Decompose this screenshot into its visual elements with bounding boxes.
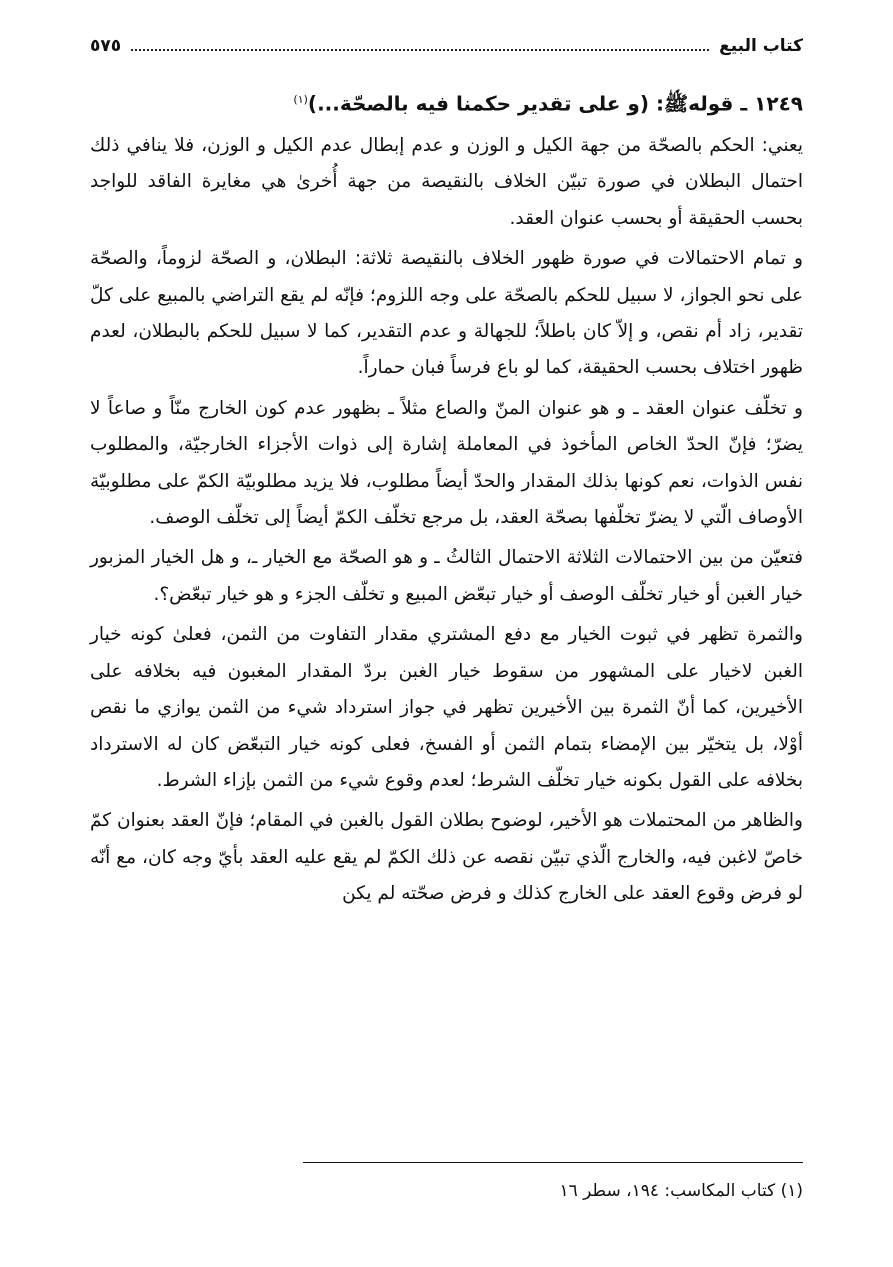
- paragraph: و تخلّف عنوان العقد ـ و هو عنوان المنّ والصاع مثلاً ـ بظهور عدم كون الخارج منّاً و صاعاً لا يضرّ؛ فإنّ الحدّ الخاص المأخوذ في المعاملة إشارة إلى ذوات الأجزاء الخارجيّة، والمطلوب نفس الذوات، نعم كونها بذلك المقدار والحدّ أيضاً مطلوب، فلا يزيد مطلوبيّة الكمّ على مطلوبيّة الأوصاف الّتي لا يضرّ تخلّفها بصحّة العقد، بل مرجع تخلّف الكمّ أيضاً إلى تخلّف الوصف.: [90, 397, 803, 529]
- main-text: [90, 128, 803, 917]
- paragraph: والظاهر من المحتملات هو الأخير، لوضوح بطلان القول بالغبن في المقام؛ فإنّ العقد بعنوان كمّ خاصّ لاغبن فيه، والخارج الّذي تبيّن نقصه عن ذلك الكمّ لم يقع عليه العقد بأيّ وجه كان، مع أنّه لو فرض وقوع العقد على الخارج كذلك و فرض صحّته لم يكن: [90, 810, 803, 905]
- paragraph: والثمرة تظهر في ثبوت الخيار مع دفع المشتري مقدار التفاوت من الثمن، فعلىٰ كونه خيار الغبن لاخيار على المشهور من سقوط خيار الغبن بردّ المقدار المغبون فيه بخلافه على الأخيرين، كما أنّ الثمرة بين الأخيرين تظهر في جواز استرداد شيء من الثمن يوازي ما نقص أوْلا، بل يتخيّر بين الإمضاء بتمام الثمن أو الفسخ، فعلى كونه خيار التبعّض كان له الاسترداد بخلافه على القول بكونه خيار تخلّف الشرط؛ لعدم وقوع شيء من الثمن بإزاء الشرط.: [90, 624, 803, 791]
- dotted-leader: [131, 49, 709, 51]
- section-heading-text: ١٢٤٩ ـ قوله‌ﷺ: (و على تقدير حكمنا فيه بالصحّة...): [307, 91, 803, 116]
- footnote-divider: [303, 1162, 803, 1163]
- running-header-book-title: كتاب البيع: [719, 36, 803, 56]
- page-number: ٥٧٥: [90, 36, 122, 56]
- paragraph: فتعيّن من بين الاحتمالات الثلاثة الاحتمال الثالثُ ـ و هو الصحّة مع الخيار ـ، و هل الخيار المزبور خيار الغبن أو خيار تخلّف الوصف أو خيار تبعّض المبيع و تخلّف الجزء و هو خيار تبعّض؟.: [90, 547, 803, 605]
- paragraph: و تمام الاحتمالات في صورة ظهور الخلاف بالنقيصة ثلاثة: البطلان، و الصحّة لزوماً، والصحّة على نحو الجواز، لا سبيل للحكم بالصحّة على وجه اللزوم؛ فإنّه لم يقع التراضي بالمبيع على كلّ تقدير، زاد أم نقص، و إلاّ كان باطلاً؛ للجهالة و عدم التقدير، كما لا سبيل للحكم بالبطلان، لعدم ظهور اختلاف بحسب الحقيقة، كما لو باع فرساً فبان حماراً.: [90, 248, 803, 379]
- section-heading: [90, 84, 803, 120]
- running-header: [90, 34, 803, 58]
- footnote: (١) كتاب المكاسب: ١٩٤، سطر ١٦: [559, 1181, 803, 1201]
- paragraph: يعني: الحكم بالصحّة من جهة الكيل و الوزن و عدم إبطال عدم الكيل و الوزن، فلا ينافي ذلك احتمال البطلان في صورة تبيّن الخلاف بالنقيصة من جهة أُخرىٰ هي مغايرة الفاقد للواجد بحسب الحقيقة أو بحسب عنوان العقد.: [90, 135, 803, 229]
- footnote-reference: (١): [293, 93, 308, 106]
